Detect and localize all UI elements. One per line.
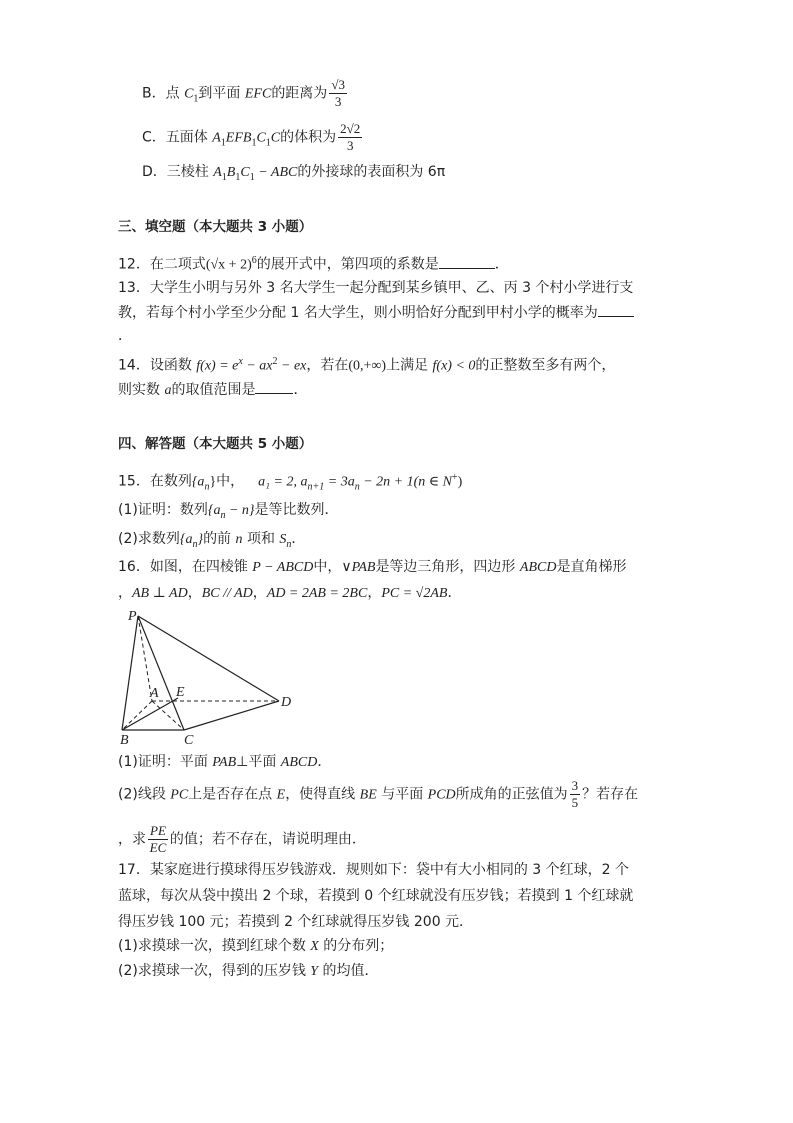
label-a: A (150, 686, 159, 701)
option-b: B．点 $C_1$到平面 EFC的距离为 $\frac{√3}{3}$ (142, 77, 345, 109)
label-c: C (184, 733, 194, 746)
question-15-part-2: (2)求数列$\{a_n\}$的前 n 项和 $S_n$． (118, 531, 306, 550)
question-17-part-1: (1)求摸球一次，摸到红球个数 X 的分布列； (118, 938, 394, 954)
fraction: $\frac{2√2}{3}$ (340, 121, 361, 153)
label-e: E (176, 685, 185, 700)
question-14-line-2: 则实数 a的取值范围是 ． (118, 379, 307, 401)
fraction: $\frac{PE}{EC}$ (149, 823, 167, 855)
question-12: 12．在二项式$(√x + 2)^6$的展开式中，第四项的系数是 ． (118, 255, 509, 273)
question-13-line-1: 13．大学生小明与另外 3 名大学生一起分配到某乡镇甲、乙、丙 3 个村小学进行支 (118, 280, 634, 296)
answer-blank[interactable] (598, 302, 634, 317)
question-13-line-3: ． (118, 328, 132, 344)
edge-pb (122, 616, 138, 730)
edge-pd (138, 616, 279, 701)
label-d: D (281, 695, 292, 710)
label-p: P (128, 609, 137, 624)
question-16-part-1: (1)证明：平面 PAB⊥平面 ABCD． (118, 754, 332, 770)
question-17-part-2: (2)求摸球一次，得到的压岁钱 Y 的均值． (118, 963, 379, 979)
answer-blank[interactable] (439, 254, 495, 269)
edge-pc (138, 616, 184, 730)
question-17-line-2: 蓝球，每次从袋中摸出 2 个球，若摸到 0 个红球就没有压岁钱；若摸到 1 个红球就 (118, 888, 634, 904)
label-b: B (120, 733, 129, 746)
section-title-fill-blank: 三、填空题（本大题共 3 小题） (118, 219, 313, 235)
answer-blank[interactable] (255, 379, 293, 394)
question-17-line-1: 17．某家庭进行摸球得压岁钱游戏．规则如下：袋中有大小相同的 3 个红球，2 个 (118, 862, 629, 878)
section-title-solutions: 四、解答题（本大题共 5 小题） (118, 436, 313, 452)
edge-cd (184, 701, 279, 730)
fraction: $\frac{√3}{3}$ (331, 77, 345, 109)
fraction: $\frac{3}{5}$ (571, 778, 579, 810)
question-15-part-1: (1)证明：数列$\{a_n - n\}$是等比数列． (118, 502, 339, 521)
question-16-part-2: (2)线段 PC上是否存在点 E，使得直线 BE 与平面 PCD所成角的正弦值为 $\frac{3}{5}$ ？若存在 (118, 778, 639, 810)
question-16-line-1: 16．如图，在四棱锥 P − ABCD中，∨PAB是等边三角形，四边形 ABCD是直角梯形 (118, 559, 627, 575)
question-13-line-2: 教，若每个村小学至少分配 1 名大学生，则小明恰好分配到甲村小学的概率为 (118, 302, 634, 323)
question-15: 15．在数列$\{a_n\}$中， a₁ = 2, $a_{n+1} = 3a_n - 2n + 1(n$ ∈ N+) (118, 472, 463, 493)
option-c: C．五面体 $A_1EFB_1C_1C$的体积为 $\frac{2√2}{3}$ (142, 121, 361, 153)
edge-ac (152, 701, 184, 730)
question-14-line-1: 14．设函数 $f(x) = e^x - ax^2$ − ex，若在(0,+∞)上满足 f(x) < 0的正整数至多有两个， (118, 356, 616, 374)
question-16-line-2: ，AB ⊥ AD，BC // AD，AD = 2AB = 2BC，PC = √2AB． (118, 585, 462, 601)
pyramid-figure (112, 606, 302, 746)
question-17-line-3: 得压岁钱 100 元；若摸到 2 个红球就得压岁钱 200 元． (118, 914, 474, 930)
question-16-part-2-cont: ，求 $\frac{PE}{EC}$ 的值；若不存在，请说明理由． (118, 823, 366, 855)
option-d: D．三棱柱 $A_1B_1C_1$ − ABC的外接球的表面积为 6π (142, 164, 446, 183)
